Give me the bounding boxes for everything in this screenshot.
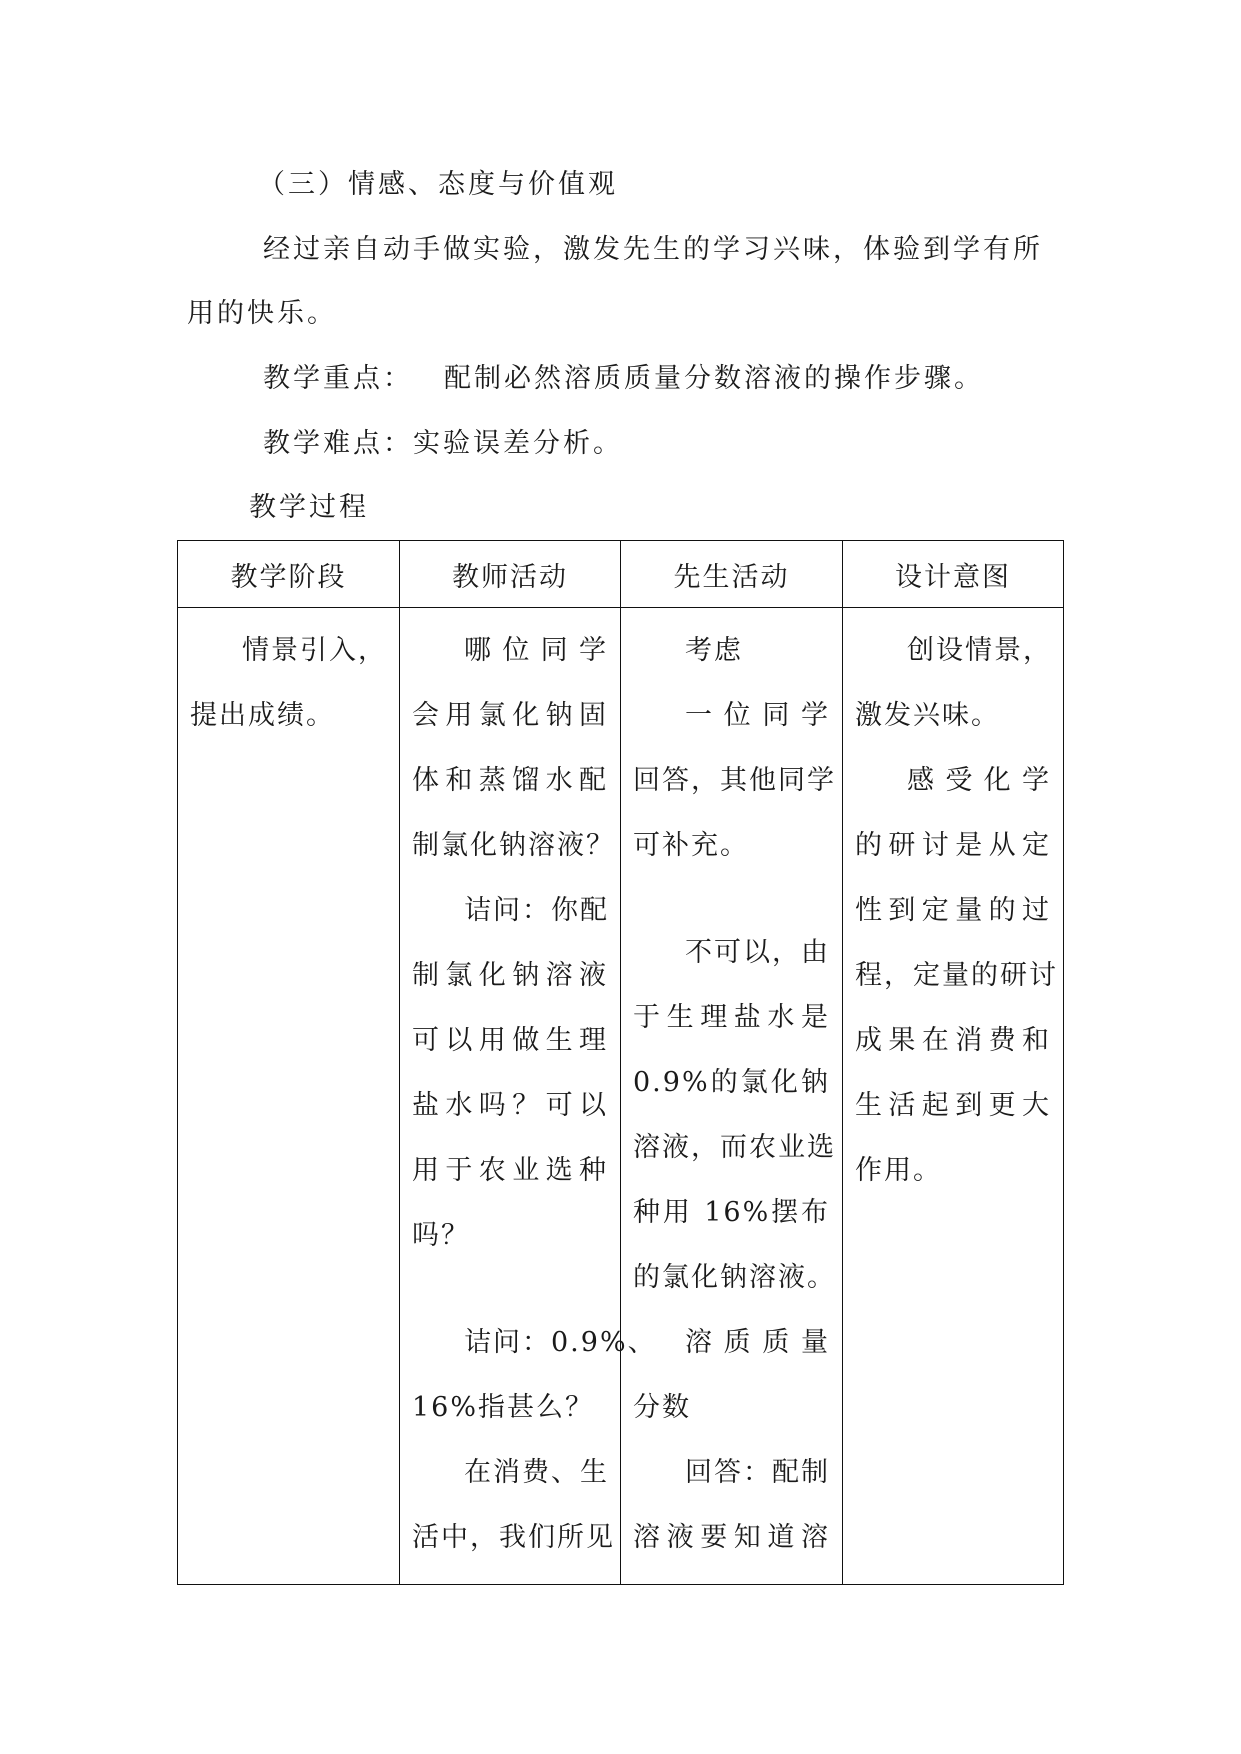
header-stage: 教学阶段 xyxy=(178,541,400,608)
process-title: 教学过程 xyxy=(249,492,369,523)
cell-text: 性到定量的过 xyxy=(855,895,1051,926)
cell-text: 生活起到更大 xyxy=(855,1090,1051,1121)
cell-text: 溶液要知道溶 xyxy=(633,1522,830,1553)
difficulty-line: 教学难点：实验误差分析。 xyxy=(263,428,623,459)
cell-text: 在消费、生 xyxy=(464,1457,609,1488)
cell-teacher-activity xyxy=(400,608,657,1585)
paragraph-line: 用的快乐。 xyxy=(187,298,337,329)
cell-text: 回答，其他同学 xyxy=(633,765,836,796)
table-row xyxy=(178,608,1064,1585)
cell-text: 溶液，而农业选 xyxy=(633,1132,836,1163)
cell-stage xyxy=(178,608,400,1585)
cell-text: 可补充。 xyxy=(633,830,749,861)
key-point-text: 配制必然溶质质量分数溶液的操作步骤。 xyxy=(444,363,984,394)
cell-text: 分数 xyxy=(633,1392,691,1423)
cell-text: 溶质质量 xyxy=(685,1327,830,1358)
cell-text: 诘问：0.9%、 xyxy=(464,1327,657,1358)
cell-text: 体和蒸馏水配 xyxy=(412,765,608,796)
teaching-process-table xyxy=(177,540,1064,1585)
cell-text: 用于农业选种 xyxy=(412,1155,608,1186)
cell-text: 制氯化钠溶液 xyxy=(412,960,608,991)
cell-text: 一位同学 xyxy=(685,700,830,731)
cell-text: 活中，我们所见 xyxy=(412,1522,615,1553)
cell-text: 可以用做生理 xyxy=(412,1025,608,1056)
cell-text: 种用 16%摆布 xyxy=(633,1197,830,1228)
header-student-activity: 先生活动 xyxy=(621,541,843,608)
cell-student-activity xyxy=(621,608,843,1585)
cell-text: 的氯化钠溶液。 xyxy=(633,1262,836,1293)
cell-text: 0.9%的氯化钠 xyxy=(633,1067,830,1098)
header-teacher-activity: 教师活动 xyxy=(400,541,621,608)
cell-text: 会用氯化钠固 xyxy=(412,700,608,731)
table-header-row xyxy=(178,541,1064,608)
spacer xyxy=(633,878,830,920)
paragraph-line: 经过亲自动手做实验，激发先生的学习兴味，体验到学有所 xyxy=(263,234,1043,265)
cell-text: 程，定量的研讨 xyxy=(855,960,1058,991)
cell-text: 回答：配制 xyxy=(685,1457,830,1488)
header-design-intent: 设计意图 xyxy=(843,541,1064,608)
cell-text: 不可以，由 xyxy=(685,937,830,968)
key-point-label: 教学重点： xyxy=(263,363,413,394)
cell-text: 感受化学 xyxy=(907,765,1051,796)
cell-design-intent xyxy=(843,608,1064,1585)
cell-text: 情景引入， xyxy=(242,635,387,666)
cell-text: 于生理盐水是 xyxy=(633,1002,830,1033)
spacer xyxy=(412,1268,608,1310)
cell-text: 创设情景， xyxy=(907,635,1052,666)
cell-text: 吗？ xyxy=(412,1220,470,1251)
cell-text: 的研讨是从定 xyxy=(855,830,1051,861)
cell-text: 诘问：你配 xyxy=(464,895,609,926)
cell-text: 盐水吗？可以 xyxy=(412,1090,608,1121)
cell-text: 哪位同学 xyxy=(464,635,608,666)
cell-text: 考虑 xyxy=(685,635,743,666)
cell-text: 16%指甚么？ xyxy=(412,1392,595,1423)
cell-text: 激发兴味。 xyxy=(855,700,1000,731)
cell-text: 作用。 xyxy=(855,1155,942,1186)
cell-text: 制氯化钠溶液？ xyxy=(412,830,615,861)
section-heading: （三）情感、态度与价值观 xyxy=(258,169,618,200)
cell-text: 成果在消费和 xyxy=(855,1025,1051,1056)
cell-text: 提出成绩。 xyxy=(190,700,335,731)
